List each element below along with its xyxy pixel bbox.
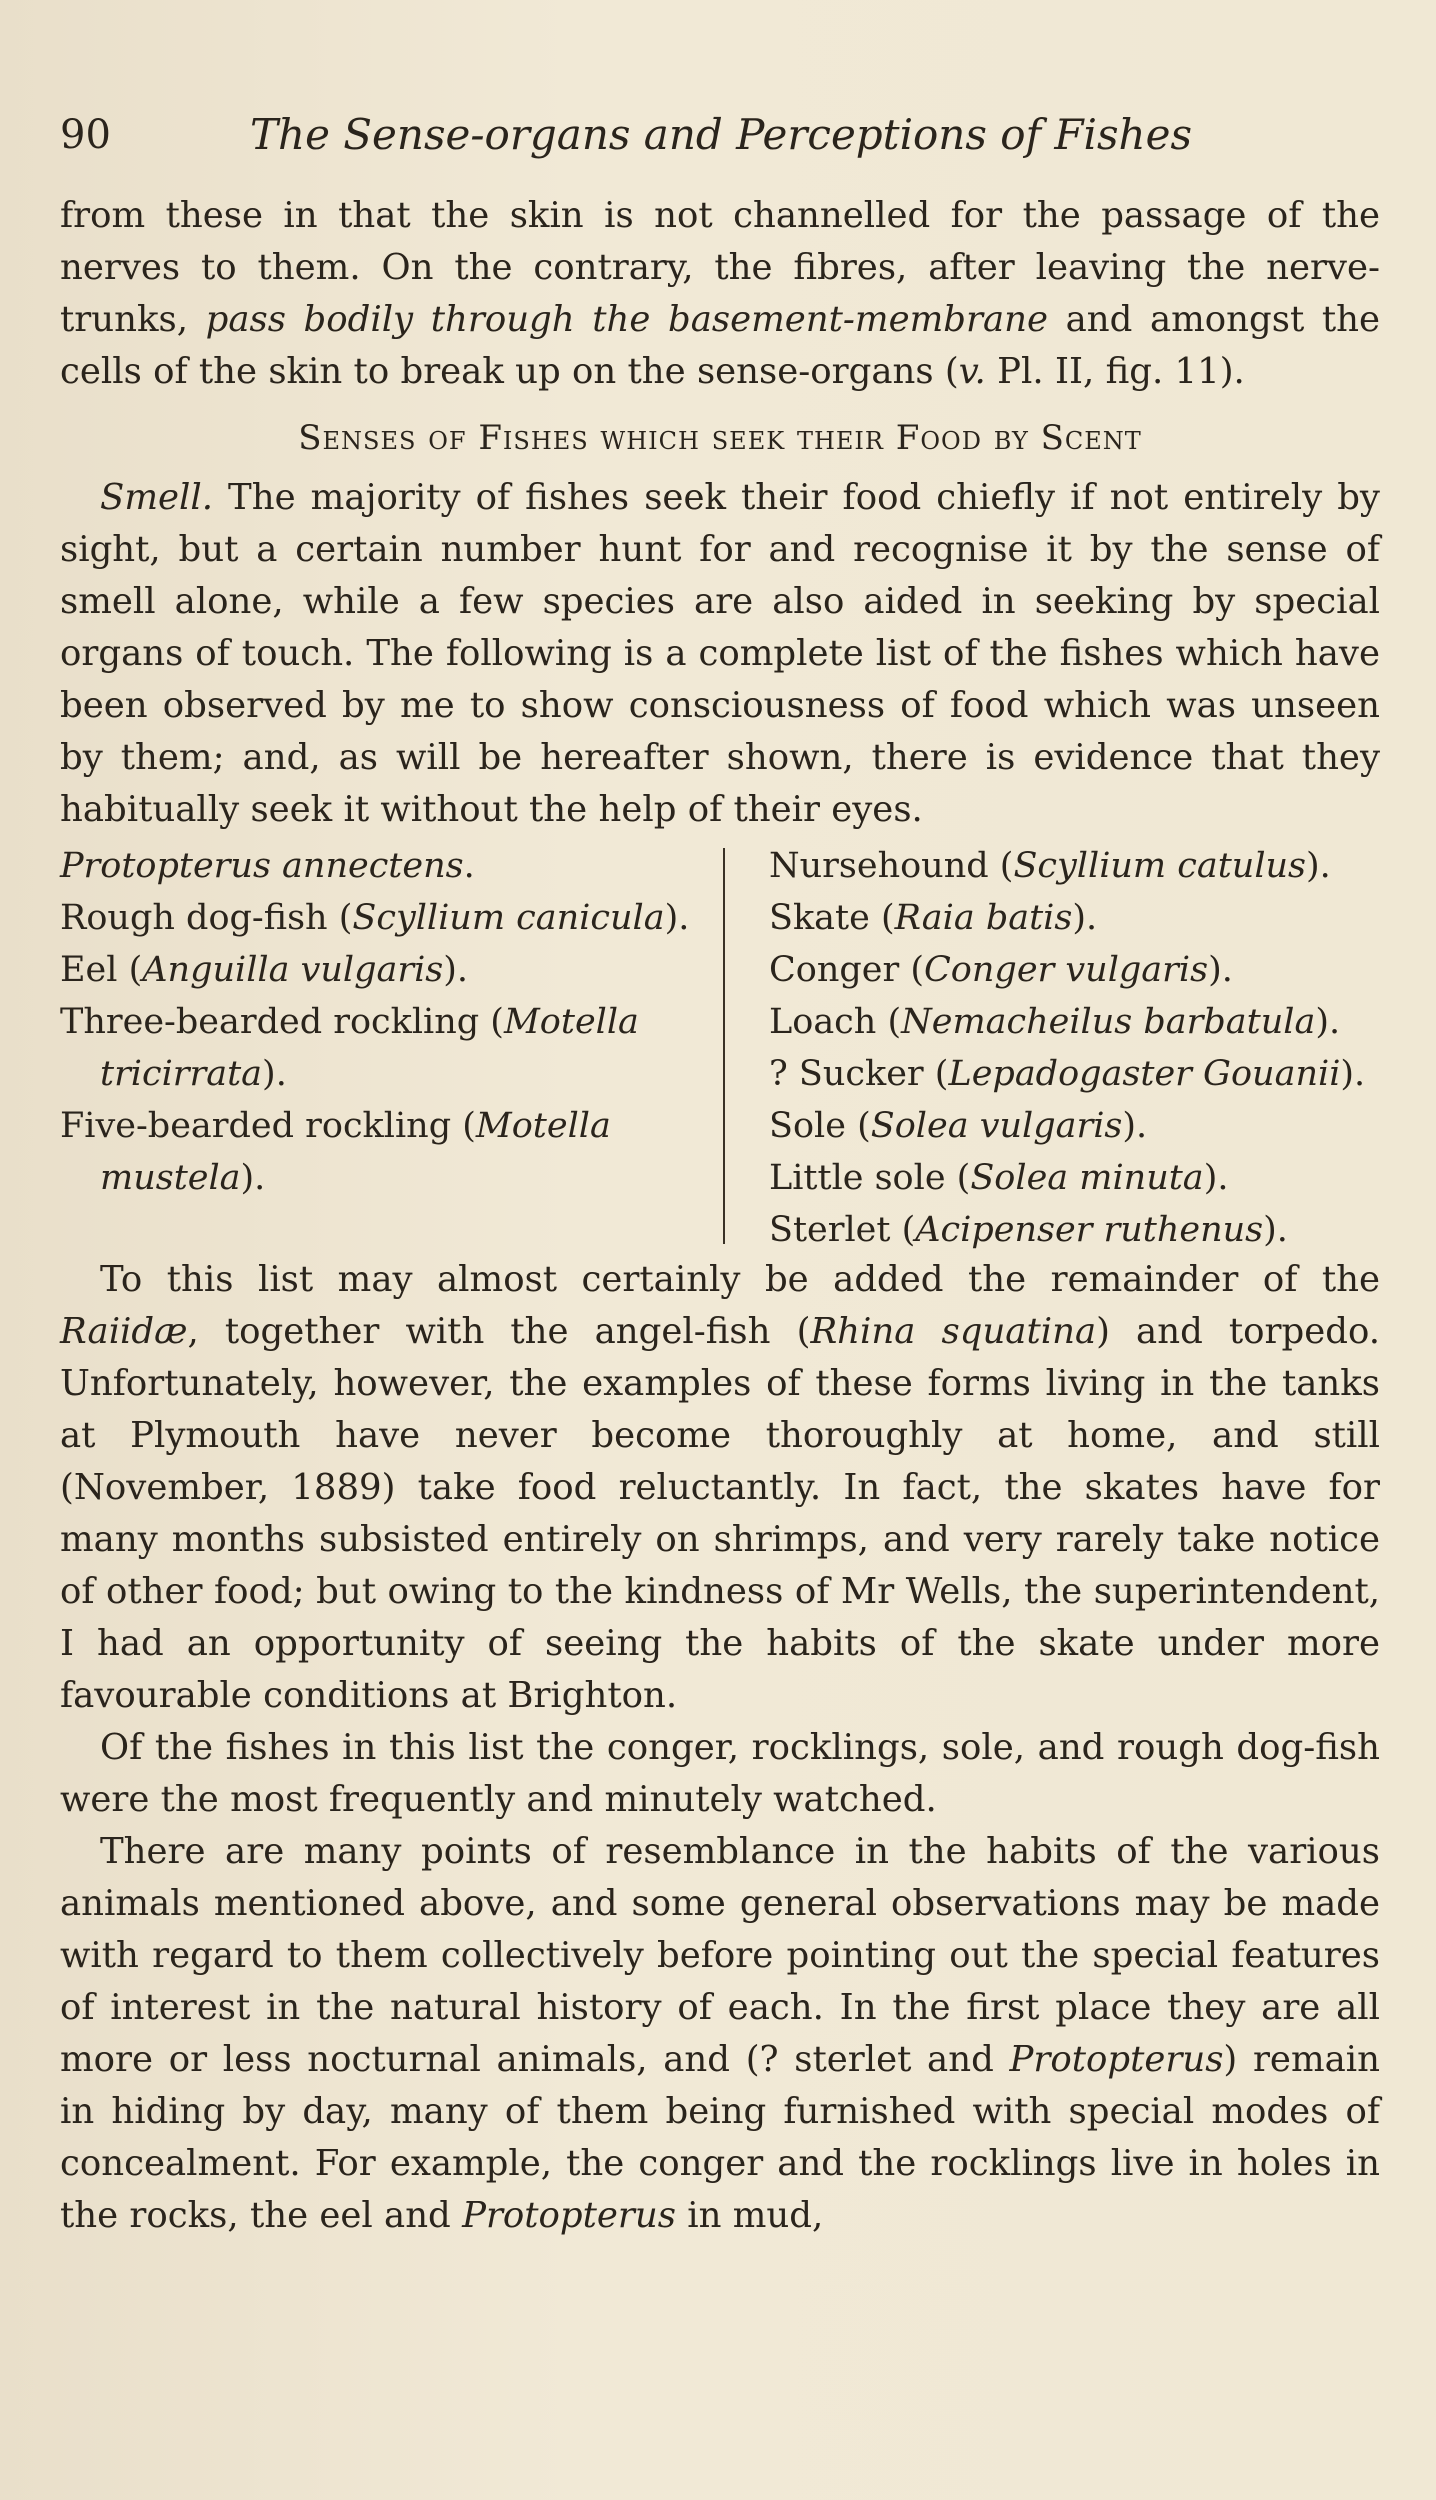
species-list-item — [769, 996, 1389, 1048]
running-title: The Sense-organs and Perceptions of Fishes — [250, 110, 1193, 159]
paragraph-3-text-c: ) and torpedo. Unfortunately, however, the examples of these forms living in the tanks at Plymouth have never become thoroughly at home, and still (November, 1889) take food reluctantly. In fact, the skates have for many months subsisted entirely on shrimps, and very rarely take notice of other food; but owing to the kindness of Mr Wells, the superintendent, I had an opportunity of seeing the habits of the skate under more favourable conditions at Brighton. — [60, 1311, 1380, 1716]
species-list-item — [769, 944, 1389, 996]
species-punctuation: ). — [1122, 1106, 1148, 1146]
species-latin-name: Conger vulgaris — [924, 950, 1209, 990]
paragraph-5-italic-a: Protopterus — [1009, 2039, 1224, 2080]
species-punctuation: ). — [1315, 1002, 1341, 1042]
species-list-item — [769, 1100, 1389, 1152]
species-list-item — [60, 892, 690, 944]
species-list-item — [60, 1100, 690, 1204]
species-list-item — [769, 1048, 1389, 1100]
species-list — [60, 840, 1380, 1252]
species-punctuation: ). — [1203, 1158, 1229, 1198]
species-latin-name: Anguilla vulgaris — [142, 950, 444, 990]
species-common-name: Conger ( — [769, 950, 925, 990]
paragraph-3-italic-b: Rhina squatina — [810, 1311, 1097, 1352]
species-punctuation: ). — [443, 950, 469, 990]
species-common-name: Eel ( — [60, 950, 143, 990]
paragraph-2-italic-a: Smell. — [100, 477, 213, 518]
species-punctuation: ). — [240, 1158, 266, 1198]
paragraph-1-text-b: and amongst the cells of the skin to break up on the sense-organs ( — [60, 299, 1380, 392]
paragraph-4: Of the fishes in this list the conger, rocklings, sole, and rough dog-fish were the most frequently and minutely watched. — [60, 1727, 1380, 1820]
species-latin-name: Scyllium catulus — [1013, 846, 1307, 886]
species-common-name: Three-bearded rockling ( — [60, 1002, 504, 1042]
species-list-item — [769, 1152, 1389, 1204]
paragraph-5-text-c: in mud, — [675, 2195, 824, 2236]
paragraph-3-italic-a: Raiidæ — [60, 1311, 188, 1352]
species-common-name: Skate ( — [769, 898, 895, 938]
species-list-item — [769, 840, 1389, 892]
paragraph-1 — [60, 190, 1380, 398]
species-list-left-column — [60, 840, 690, 1204]
paragraph-2-text-a: The majority of fishes seek their food chiefly if not entirely by sight, but a certain number hunt for and recognise it by the sense of smell alone, while a few species are also aided in seeking by special organs of touch. The following is a complete list of the fishes which have been observed by me to show consciousness of food which was unseen by them; and, as will be hereafter shown, there is evidence that they habitually seek it without the help of their eyes. — [60, 477, 1380, 830]
paragraph-3-text-b: , together with the angel-fish ( — [187, 1311, 811, 1352]
species-latin-name: Lepadogaster Gouanii — [948, 1054, 1341, 1094]
column-divider — [723, 848, 725, 1244]
species-common-name: Sole ( — [769, 1106, 871, 1146]
species-common-name: Five-bearded rockling ( — [60, 1106, 476, 1146]
species-common-name: Rough dog-fish ( — [60, 898, 353, 938]
species-punctuation: ). — [1072, 898, 1098, 938]
paragraph-5-text-b: ) remain in hiding by day, many of them being furnished with special modes of concealment. For example, the conger and the rocklings live in holes in the rocks, the eel and — [60, 2039, 1380, 2236]
species-list-item — [60, 944, 690, 996]
species-common-name: Nursehound ( — [769, 846, 1014, 886]
species-punctuation: ). — [262, 1054, 287, 1094]
body-text — [60, 190, 1380, 2242]
species-list-item — [769, 1204, 1389, 1256]
species-common-name: Sterlet ( — [769, 1210, 916, 1250]
species-latin-name: Scyllium canicula — [352, 898, 665, 938]
paragraph-1-text-a: from these in that the skin is not channelled for the passage of the nerves to them. On the contrary, the fibres, after leaving the nerve-trunks, — [60, 195, 1380, 340]
species-latin-name: Nemacheilus barbatula — [901, 1002, 1316, 1042]
species-list-item — [60, 840, 690, 892]
paragraph-3 — [60, 1254, 1380, 1722]
species-punctuation: ). — [1306, 846, 1331, 886]
paragraph-1-italic-b: v. — [958, 351, 986, 392]
species-common-name: ? Sucker ( — [769, 1054, 949, 1094]
species-list-item — [769, 892, 1389, 944]
species-common-name: Little sole ( — [769, 1158, 971, 1198]
paragraph-1-italic-a: pass bodily through the basement-membrane — [205, 299, 1048, 340]
species-common-name: Loach ( — [769, 1002, 902, 1042]
species-punctuation: ). — [664, 898, 690, 938]
paragraph-1-text-c: Pl. II, fig. 11). — [985, 351, 1245, 392]
species-latin-name: Acipenser ruthenus — [915, 1210, 1264, 1250]
section-heading: Senses of Fishes which seek their Food by Scent — [298, 418, 1142, 458]
page-number: 90 — [60, 112, 111, 158]
species-punctuation: . — [463, 846, 475, 886]
paragraph-5-text-a: There are many points of resemblance in the habits of the various animals mentioned above, and some general observations may be made with regard to them collectively before pointing out the special features of interest in the natural history of each. In the first place they are all more or less nocturnal animals, and (? sterlet and — [60, 1831, 1380, 2080]
species-latin-name: Motella tricirrata — [100, 1002, 639, 1094]
species-latin-name: Solea minuta — [970, 1158, 1204, 1198]
paragraph-5 — [60, 1826, 1380, 2242]
species-punctuation: ). — [1263, 1210, 1288, 1250]
species-list-right-column — [769, 840, 1389, 1256]
species-punctuation: ). — [1208, 950, 1233, 990]
paragraph-2 — [60, 472, 1380, 836]
species-list-item — [60, 996, 690, 1100]
species-latin-name: Raia batis — [894, 898, 1073, 938]
paragraph-5-italic-b: Protopterus — [462, 2195, 676, 2236]
species-punctuation: ). — [1340, 1054, 1366, 1094]
species-latin-name: Protopterus annectens — [60, 846, 464, 886]
species-latin-name: Motella mustela — [100, 1106, 611, 1198]
page-header — [60, 100, 1380, 170]
paragraph-3-text-a: To this list may almost certainly be added the remainder of the — [100, 1259, 1380, 1300]
species-latin-name: Solea vulgaris — [870, 1106, 1123, 1146]
